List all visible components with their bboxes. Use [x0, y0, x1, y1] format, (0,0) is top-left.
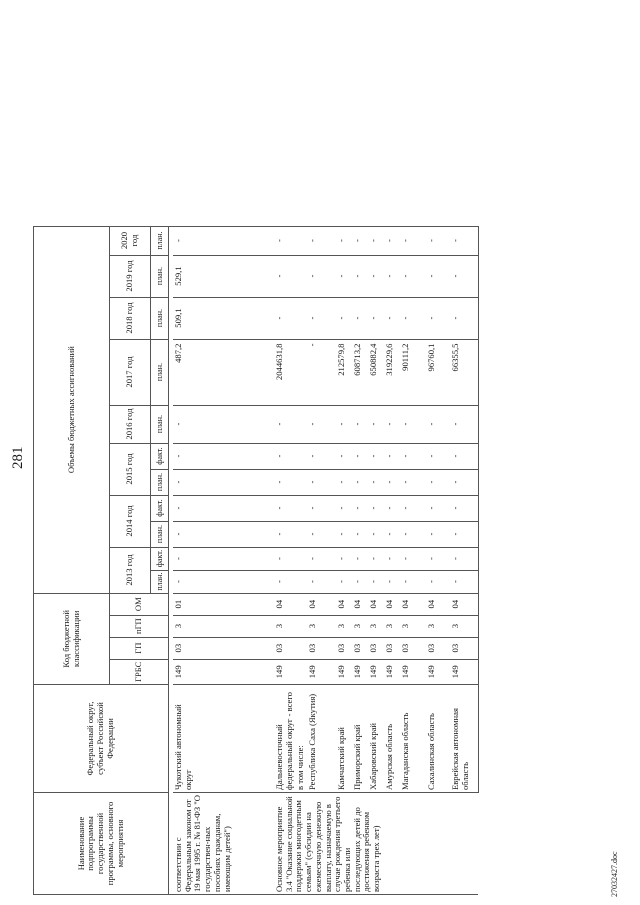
- header-row-1: [34, 226, 110, 894]
- value-cell: 2044631,8: [274, 339, 295, 405]
- value-cell: 319229,6: [384, 339, 400, 405]
- om-cell: 01: [173, 593, 274, 615]
- value-cell: -: [368, 297, 384, 339]
- value-cell: -: [384, 469, 400, 495]
- value-cell: -: [450, 547, 478, 570]
- value-cell: -: [384, 255, 400, 297]
- gp-cell: 03: [173, 637, 274, 659]
- value-cell: 650882,4: [368, 339, 384, 405]
- value-cell: -: [426, 547, 450, 570]
- value-cell: -: [450, 469, 478, 495]
- value-cell: -: [352, 255, 368, 297]
- value-cell: 487,2: [173, 339, 274, 405]
- value-cell: [295, 255, 307, 297]
- value-cell: -: [336, 547, 352, 570]
- program-name-cell: Основное мероприятие 3.4 "Оказание социальной поддержки многодетным семьям" (субсидии на ежемесячную денежную выплату, назначаемую в случае рождения третьего ребенка или последующих детей до достижения ребенком возраста трех лет): [274, 793, 478, 895]
- value-cell: -: [307, 405, 336, 443]
- pgp-cell: 3: [400, 615, 426, 637]
- value-cell: -: [400, 469, 426, 495]
- value-cell: 608713,2: [352, 339, 368, 405]
- value-cell: -: [400, 405, 426, 443]
- value-cell: [295, 495, 307, 521]
- header-plan: план.: [151, 226, 169, 255]
- pgp-cell: 3: [336, 615, 352, 637]
- value-cell: -: [307, 469, 336, 495]
- value-cell: -: [352, 495, 368, 521]
- value-cell: -: [274, 469, 295, 495]
- om-cell: 04: [307, 593, 336, 615]
- value-cell: -: [400, 547, 426, 570]
- value-cell: -: [173, 405, 274, 443]
- value-cell: -: [400, 570, 426, 593]
- pgp-cell: 3: [352, 615, 368, 637]
- value-cell: -: [336, 469, 352, 495]
- value-cell: [295, 469, 307, 495]
- pgp-cell: 3: [384, 615, 400, 637]
- header-om: ОМ: [110, 593, 169, 615]
- value-cell: -: [173, 495, 274, 521]
- value-cell: -: [368, 495, 384, 521]
- value-cell: -: [173, 521, 274, 547]
- value-cell: [295, 443, 307, 469]
- om-cell: 04: [274, 593, 295, 615]
- om-cell: 04: [450, 593, 478, 615]
- om-cell: 04: [352, 593, 368, 615]
- gp-cell: 03: [336, 637, 352, 659]
- gp-cell: 03: [400, 637, 426, 659]
- region-cell: Сахалинская область: [426, 685, 450, 793]
- header-year-2019: 2019 год: [110, 255, 151, 297]
- region-cell: Республика Саха (Якутия): [307, 685, 336, 793]
- om-cell: 04: [400, 593, 426, 615]
- grbs-cell: 149: [173, 659, 274, 684]
- value-cell: -: [307, 297, 336, 339]
- header-year-2017: 2017 год: [110, 339, 151, 405]
- header-fact: факт.: [151, 495, 169, 521]
- table-row: [274, 226, 295, 894]
- value-cell: -: [173, 443, 274, 469]
- value-cell: -: [368, 469, 384, 495]
- pgp-cell: [295, 615, 307, 637]
- value-cell: -: [352, 469, 368, 495]
- page-number: 281: [10, 446, 26, 469]
- value-cell: -: [450, 495, 478, 521]
- value-cell: -: [426, 226, 450, 255]
- value-cell: -: [336, 570, 352, 593]
- grbs-cell: 149: [384, 659, 400, 684]
- value-cell: -: [426, 405, 450, 443]
- value-cell: [295, 570, 307, 593]
- grbs-cell: 149: [352, 659, 368, 684]
- value-cell: -: [384, 570, 400, 593]
- header-program-name: Наименование подпрограммы государственной программы, основного мероприятия: [34, 793, 169, 895]
- value-cell: -: [307, 495, 336, 521]
- header-plan: план.: [151, 521, 169, 547]
- value-cell: -: [352, 405, 368, 443]
- value-cell: -: [274, 547, 295, 570]
- om-cell: [295, 593, 307, 615]
- region-cell: Чукотский автономный округ: [173, 685, 274, 793]
- pgp-cell: 3: [368, 615, 384, 637]
- value-cell: 509,1: [173, 297, 274, 339]
- gp-cell: 03: [450, 637, 478, 659]
- value-cell: -: [368, 547, 384, 570]
- region-cell: Приморский край: [352, 685, 368, 793]
- value-cell: -: [336, 521, 352, 547]
- value-cell: -: [336, 297, 352, 339]
- value-cell: -: [384, 547, 400, 570]
- header-fact: факт.: [151, 547, 169, 570]
- value-cell: -: [336, 443, 352, 469]
- value-cell: -: [450, 521, 478, 547]
- value-cell: 66355,5: [450, 339, 478, 405]
- pgp-cell: 3: [274, 615, 295, 637]
- region-cell: Хабаровский край: [368, 685, 384, 793]
- value-cell: 90111,2: [400, 339, 426, 405]
- value-cell: -: [384, 405, 400, 443]
- gp-cell: 03: [352, 637, 368, 659]
- value-cell: -: [450, 570, 478, 593]
- value-cell: [295, 339, 307, 405]
- value-cell: -: [400, 443, 426, 469]
- value-cell: -: [336, 495, 352, 521]
- header-region: Федеральный округ, субъект Российской Федерации: [34, 685, 169, 793]
- om-cell: 04: [426, 593, 450, 615]
- value-cell: 529,1: [173, 255, 274, 297]
- value-cell: -: [173, 469, 274, 495]
- value-cell: -: [352, 443, 368, 469]
- value-cell: -: [450, 255, 478, 297]
- value-cell: -: [307, 443, 336, 469]
- header-year-2013: 2013 год: [110, 547, 151, 593]
- value-cell: -: [274, 521, 295, 547]
- value-cell: -: [274, 570, 295, 593]
- value-cell: -: [426, 255, 450, 297]
- header-year-2014: 2014 год: [110, 495, 151, 547]
- value-cell: -: [274, 226, 295, 255]
- value-cell: -: [274, 443, 295, 469]
- value-cell: -: [173, 570, 274, 593]
- grbs-cell: 149: [450, 659, 478, 684]
- value-cell: -: [400, 495, 426, 521]
- table-body: [169, 226, 479, 894]
- value-cell: [295, 521, 307, 547]
- value-cell: -: [368, 570, 384, 593]
- value-cell: -: [274, 297, 295, 339]
- value-cell: -: [336, 255, 352, 297]
- grbs-cell: 149: [368, 659, 384, 684]
- gp-cell: 03: [368, 637, 384, 659]
- value-cell: -: [173, 226, 274, 255]
- grbs-cell: 149: [336, 659, 352, 684]
- value-cell: -: [307, 226, 336, 255]
- header-budget-volumes: Объемы бюджетных ассигнований: [34, 226, 110, 593]
- value-cell: -: [274, 405, 295, 443]
- value-cell: -: [426, 297, 450, 339]
- grbs-cell: [295, 659, 307, 684]
- value-cell: -: [307, 521, 336, 547]
- gp-cell: 03: [307, 637, 336, 659]
- value-cell: -: [384, 226, 400, 255]
- header-plan: план.: [151, 469, 169, 495]
- grbs-cell: 149: [400, 659, 426, 684]
- value-cell: -: [450, 405, 478, 443]
- value-cell: -: [450, 297, 478, 339]
- value-cell: -: [400, 226, 426, 255]
- value-cell: -: [426, 443, 450, 469]
- value-cell: -: [352, 570, 368, 593]
- value-cell: 96760,1: [426, 339, 450, 405]
- pgp-cell: 3: [173, 615, 274, 637]
- value-cell: -: [384, 521, 400, 547]
- grbs-cell: 149: [426, 659, 450, 684]
- value-cell: [295, 297, 307, 339]
- value-cell: -: [307, 255, 336, 297]
- value-cell: -: [368, 443, 384, 469]
- header-year-2016: 2016 год: [110, 405, 151, 443]
- header-year-2020: 2020 год: [110, 226, 151, 255]
- value-cell: -: [336, 226, 352, 255]
- value-cell: -: [307, 339, 336, 405]
- header-budget-code: Код бюджетной классификации: [34, 593, 110, 684]
- value-cell: -: [307, 547, 336, 570]
- value-cell: -: [384, 495, 400, 521]
- value-cell: -: [450, 226, 478, 255]
- header-plan: план.: [151, 570, 169, 593]
- value-cell: -: [426, 570, 450, 593]
- header-pgp: пГП: [110, 615, 169, 637]
- value-cell: -: [274, 495, 295, 521]
- gp-cell: 03: [274, 637, 295, 659]
- header-plan: план.: [151, 297, 169, 339]
- value-cell: -: [352, 521, 368, 547]
- header-year-2015: 2015 год: [110, 443, 151, 495]
- value-cell: -: [426, 521, 450, 547]
- om-cell: 04: [368, 593, 384, 615]
- value-cell: [295, 547, 307, 570]
- region-cell: Еврейская автономная область: [450, 685, 478, 793]
- value-cell: -: [352, 226, 368, 255]
- value-cell: -: [336, 405, 352, 443]
- program-name-cell: соответствии с Федеральным законом от 19 мая 1995 г. № 81-ФЗ "О государствен-ных пособиях гражданам, имеющим детей"): [173, 793, 274, 895]
- value-cell: -: [450, 443, 478, 469]
- budget-table: [33, 226, 479, 895]
- value-cell: -: [368, 226, 384, 255]
- header-plan: план.: [151, 255, 169, 297]
- pgp-cell: 3: [426, 615, 450, 637]
- value-cell: -: [368, 255, 384, 297]
- region-cell: Камчатский край: [336, 685, 352, 793]
- value-cell: -: [400, 297, 426, 339]
- pgp-cell: 3: [307, 615, 336, 637]
- value-cell: [295, 226, 307, 255]
- header-plan: план.: [151, 339, 169, 405]
- om-cell: 04: [384, 593, 400, 615]
- value-cell: -: [384, 297, 400, 339]
- value-cell: -: [368, 521, 384, 547]
- header-fact: факт.: [151, 443, 169, 469]
- value-cell: -: [352, 297, 368, 339]
- header-grbs: ГРБС: [110, 659, 169, 684]
- region-cell: Магаданская область: [400, 685, 426, 793]
- value-cell: -: [426, 495, 450, 521]
- table-row: [173, 226, 274, 894]
- value-cell: -: [426, 469, 450, 495]
- value-cell: -: [400, 521, 426, 547]
- region-cell: в том числе:: [295, 685, 307, 793]
- value-cell: 212579,8: [336, 339, 352, 405]
- grbs-cell: 149: [307, 659, 336, 684]
- value-cell: -: [368, 405, 384, 443]
- footer-doc-code: 27032427.doc: [610, 851, 619, 897]
- header-plan: план.: [151, 405, 169, 443]
- value-cell: -: [400, 255, 426, 297]
- gp-cell: 03: [426, 637, 450, 659]
- gp-cell: 03: [384, 637, 400, 659]
- pgp-cell: 3: [450, 615, 478, 637]
- header-gp: ГП: [110, 637, 169, 659]
- value-cell: -: [274, 255, 295, 297]
- region-cell: Дальневосточный федеральный округ - всего: [274, 685, 295, 793]
- gp-cell: [295, 637, 307, 659]
- value-cell: [295, 405, 307, 443]
- grbs-cell: 149: [274, 659, 295, 684]
- region-cell: Амурская область: [384, 685, 400, 793]
- value-cell: -: [352, 547, 368, 570]
- value-cell: -: [384, 443, 400, 469]
- header-year-2018: 2018 год: [110, 297, 151, 339]
- om-cell: 04: [336, 593, 352, 615]
- value-cell: -: [307, 570, 336, 593]
- value-cell: -: [173, 547, 274, 570]
